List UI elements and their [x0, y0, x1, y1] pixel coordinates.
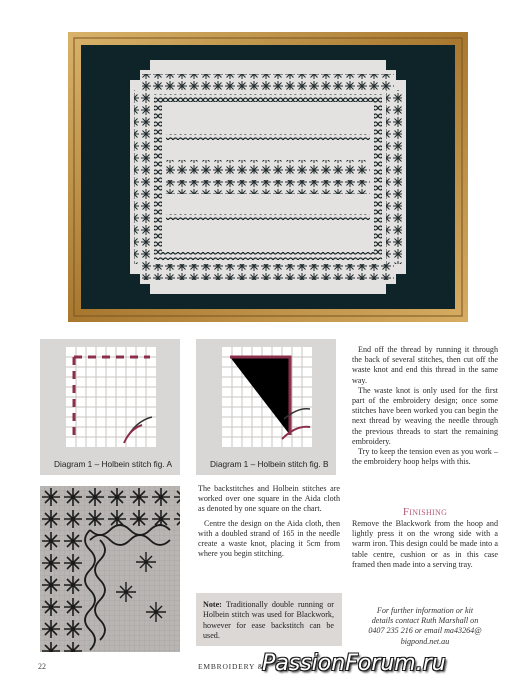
tray-photo — [68, 32, 468, 322]
diagram-b-grid — [222, 347, 312, 447]
diagram-a-caption: Diagram 1 – Holbein stitch fig. A — [54, 459, 173, 469]
note-label: Note: — [203, 600, 222, 609]
right-paragraph: The waste knot is only used for the first part of the embroidery design; once some stitches have been worked you can begin the next thread by weaving the needle through the previous threads to start the remaining embroidery. — [352, 385, 498, 446]
diagram-b-panel — [196, 339, 336, 475]
contact-line: bigpond.net.au — [400, 636, 450, 646]
diagram-b-caption: Diagram 1 – Holbein stitch fig. B — [210, 459, 329, 469]
middle-column-text — [198, 484, 340, 559]
right-paragraph: Try to keep the tension even as you work – the embroidery hoop helps with this. — [352, 447, 498, 467]
note-text — [203, 600, 334, 641]
finishing-text — [352, 519, 498, 570]
contact-info — [352, 606, 498, 647]
watermark: PassionForum.ru — [262, 651, 446, 676]
note-body: Traditionally double running or Holbein stitch was used for Blackwork, however for ease backstitch can be used. — [203, 600, 334, 640]
diagram-a-panel — [40, 339, 180, 475]
page-number: 22 — [38, 662, 46, 671]
magazine-title: EMBROIDERY & — [198, 662, 265, 671]
contact-line: 0407 235 216 or email ma43264@ — [368, 626, 482, 636]
blackwork-chart-closeup — [40, 486, 180, 652]
finishing-heading: Finishing — [402, 506, 448, 518]
diagram-a-grid — [66, 347, 156, 447]
right-column-text — [352, 345, 498, 467]
right-paragraph: End off the thread by running it through the back of several stitches, then cut off the waste knot and end this thread in the same way. — [352, 345, 498, 385]
middle-paragraph: The backstitches and Holbein stitches are worked over one square in the Aida cloth as denoted by one square on the chart. — [198, 484, 340, 514]
finishing-paragraph: Remove the Blackwork from the hoop and lightly press it on the wrong side with a warm iron. This design could be made into a table centre, cushion or as in this case framed then made into a serving tray. — [352, 519, 498, 569]
middle-paragraph: Centre the design on the Aida cloth, then with a doubled strand of 165 in the needle create a waste knot, placing it 5cm from where you begin stitching. — [198, 518, 340, 559]
note-box — [196, 593, 342, 646]
contact-line: For further information or kit — [376, 606, 474, 615]
contact-line: details contact Ruth Marshall on — [371, 616, 479, 626]
